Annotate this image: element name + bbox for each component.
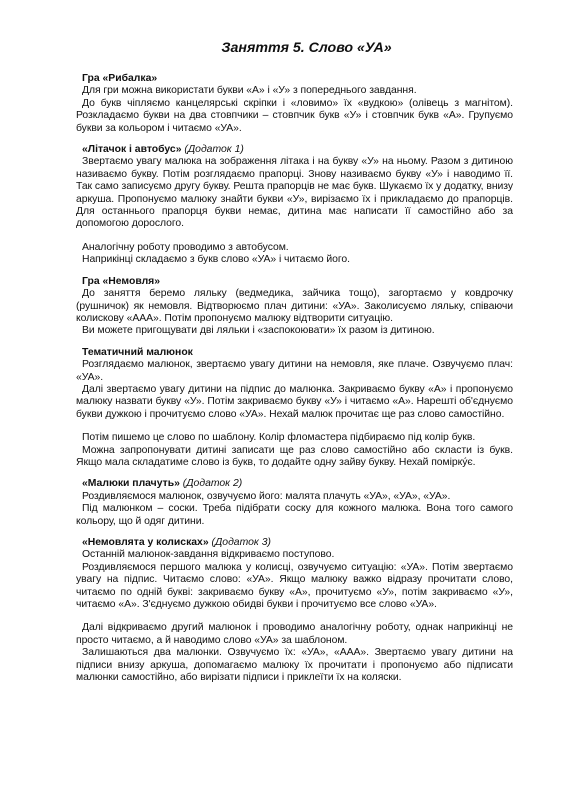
paragraph: Для гри можна використати букви «А» і «У» з попереднього завдання. — [82, 85, 417, 97]
paragraph-gap — [76, 611, 513, 622]
section-litachok — [76, 144, 513, 267]
section-heading — [76, 478, 513, 490]
appendix-note: (Додаток 1) — [181, 144, 244, 156]
paragraph: До заняття беремо ляльку (ведмедика, зайчика тощо), загортаємо у ковдрочку (рушничок) як немовля. Відтворюємо плач дитини: «УА». Заколисуємо ляльку, співаючи колискову «ААА». Потім пропонуємо малюку відтворити ситуацію. — [76, 288, 513, 324]
section-heading — [76, 73, 513, 85]
paragraph: Звертаємо увагу малюка на зображення літака і на букву «У» на ньому. Разом з дитиною називаємо букву. Потім розглядаємо прапорці. Знову називаємо букву «У» і наводимо її. Так само записуємо другу букву. Решта прапорців не має букв. Шукаємо їх у додатку, внизу аркуша. Пропонуємо малюку знайти букви «У», вирізаємо їх і прикладаємо до прапорців. Для останнього прапорця букви немає, дитина має написати її самостійно або за допомогою дорослого. — [76, 156, 513, 230]
heading-text: Гра «Рибалка» — [82, 73, 158, 84]
paragraph-gap — [76, 231, 513, 242]
section-maliuky-plachut — [76, 478, 513, 528]
paragraph: Роздивляємося малюнок, озвучуємо його: малята плачуть «УА», «УА», «УА». — [82, 490, 451, 502]
paragraph: Розглядаємо малюнок, звертаємо увагу дитини на немовля, яке плаче. Озвучуємо плач: «УА». — [76, 359, 513, 383]
section-heading — [76, 276, 513, 288]
paragraph: Далі звертаємо увагу дитини на підпис до малюнка. Закриваємо букву «А» і пропонуємо малюку назвати букву «У». Потім закриваємо букву «У» і читаємо «А». Нарешті об'єднуємо букви дужкою і прочитуємо слово «УА». Нехай малюк прочитає ще раз слово самостійно. — [76, 383, 513, 420]
paragraph: Можна запропонувати дитині записати ще раз слово самостійно або скласти із букв. Якщо мала складатиме слово із букв, то додайте одну зайву букву. Нехай помірку́є. — [76, 444, 513, 468]
section-nemovliata-u-kolyskakh — [76, 537, 513, 684]
paragraph: Під малюнком – соски. Треба підібрати соску для кожного малюка. Вона того самого кольору, що й одяг дитини. — [76, 503, 513, 527]
section-heading — [76, 537, 513, 549]
section-nemovlia — [76, 276, 513, 338]
page-title: Заняття 5. Слово «УА» — [221, 40, 392, 56]
paragraph: Потім пишемо це слово по шаблону. Колір фломастера підбираємо під колір букв. — [82, 432, 476, 444]
section-heading — [76, 347, 513, 359]
heading-text: «Малюки плачуть» — [82, 478, 180, 490]
paragraph-gap — [76, 421, 513, 432]
heading-text: «Літачок і автобус» — [82, 144, 182, 156]
paragraph: Останній малюнок-завдання відкриваємо поступово. — [82, 549, 335, 561]
paragraph: Аналогічну роботу проводимо з автобусом. — [82, 241, 289, 253]
paragraph: Наприкінці складаємо з букв слово «УА» і читаємо його. — [82, 254, 350, 266]
appendix-note: (Додаток 3) — [208, 537, 271, 548]
paragraph: До букв чіпляємо канцелярські скріпки і «ловимо» їх «вудкою» (олівець з магнітом). Розкладаємо букви на два стовпчики – стовпчик букв «У» і стовпчик букв «А». Групуємо букви за кольором і читаємо «УА». — [76, 97, 513, 134]
appendix-note: (Додаток 2) — [179, 478, 243, 490]
section-tematychnyi-maliunok — [76, 347, 513, 470]
paragraph: Роздивляємося першого малюка у колисці, озвучуємо ситуацію: «УА». Потім звертаємо увагу на підпис. Читаємо слово: «УА». Якщо малюку важко відразу прочитати слово, читаємо по одній букві: закриваємо букву «А», прочитуємо «У», потім закриваємо «У», читаємо «А». З'єднуємо дужкою обидві букви і прочитуємо все слово «УА». — [76, 561, 513, 611]
paragraph: Ви можете пригощувати дві ляльки і «заспокоювати» їх разом із дитиною. — [82, 325, 435, 337]
heading-text: «Немовлята у колисках» — [82, 537, 209, 548]
heading-text: Гра «Немовля» — [82, 275, 161, 287]
heading-text: Тематичний малюнок — [82, 346, 193, 358]
section-rybalka — [76, 73, 513, 135]
section-heading — [76, 144, 513, 156]
paragraph: Далі відкриваємо другий малюнок і проводимо аналогічну роботу, однак наприкінці не просто читаємо, а й наводимо слово «УА» за шаблоном. — [76, 622, 513, 646]
paragraph: Залишаються два малюнки. Озвучуємо їх: «УА», «ААА». Звертаємо увагу дитини на підписи внизу аркуша, допомагаємо малюку їх прочитати і пропонуємо або підписати малюнки самостійно, або вирізати підписи і приклеїти їх на коляски. — [76, 647, 513, 684]
